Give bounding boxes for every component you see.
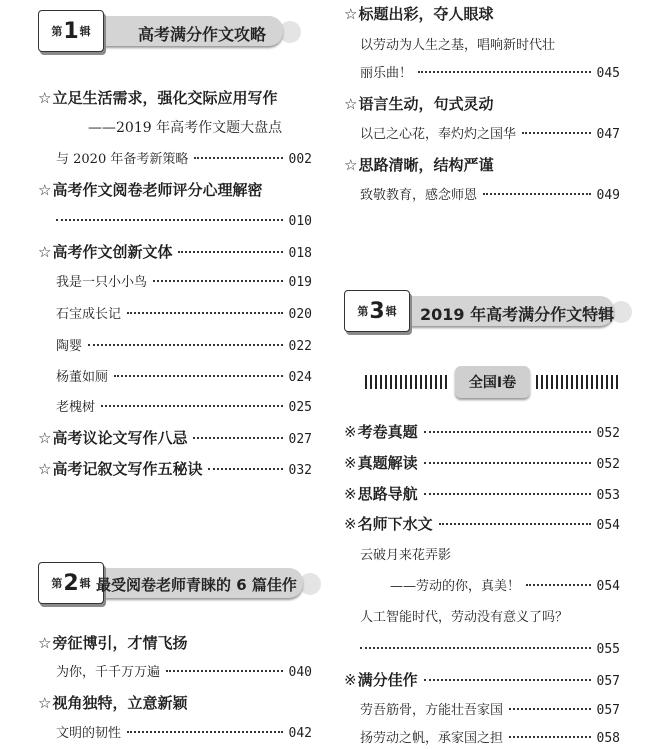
toc-entry-s6[interactable]: ☆ 旁征博引，才情飞扬: [38, 634, 188, 652]
toc-entry-list-1[interactable]: ※ 考卷真题 052: [344, 423, 620, 441]
toc-item-s8-line1: 以劳动为人生之基，唱响新时代壮: [360, 38, 556, 53]
toc-item-s12-1[interactable]: 劳吾筋骨，方能壮吾家国 057: [360, 703, 620, 718]
toc-entry-s1-sub2[interactable]: 与 2020 年备考新策略 002: [56, 152, 312, 167]
toc-entry-s1[interactable]: ☆ 立足生活需求，强化交际应用写作: [38, 89, 278, 107]
section-badge-1: 第 1 辑: [38, 10, 104, 52]
toc-entry-s8[interactable]: ☆ 标题出彩，夺人眼球: [344, 5, 494, 23]
toc-item-s7-1[interactable]: 文明的韧性 042: [56, 726, 312, 741]
section-title-3: 2019 年高考满分作文特辑: [420, 305, 615, 324]
toc-entry-s5[interactable]: ☆ 高考记叙文写作五秘诀 032: [38, 460, 312, 478]
toc-entry-list-2[interactable]: ※ 真题解读 052: [344, 454, 620, 472]
toc-item-s8-line2[interactable]: 丽乐曲！ 045: [360, 66, 620, 81]
toc-entry-s1-sub1: ——2019 年高考作文题大盘点: [88, 120, 283, 136]
section-banner-2: [38, 562, 318, 602]
decorative-stripes-right: [536, 375, 620, 389]
toc-item-s10-1[interactable]: 致敬教育，感念师恩 049: [360, 188, 620, 203]
toc-entry-s2[interactable]: ☆ 高考作文阅卷老师评分心理解密: [38, 181, 263, 199]
toc-item-s3-3[interactable]: 陶婴 022: [56, 339, 312, 354]
section-badge-3: 第 3 辑: [344, 290, 410, 332]
toc-entry-s2-page[interactable]: 010: [56, 212, 312, 232]
toc-item-s3-5[interactable]: 老槐树 025: [56, 400, 312, 415]
subsection-label: 全国Ⅰ卷: [455, 366, 530, 398]
toc-item-s9-1[interactable]: 以己之心花，奉灼灼之国华 047: [360, 127, 620, 142]
toc-item-s11-2-page[interactable]: 055: [360, 640, 620, 660]
toc-entry-list-4[interactable]: ※ 名师下水文 054: [344, 515, 620, 533]
toc-item-s12-2[interactable]: 扬劳动之帆，承家国之担 058: [360, 731, 620, 746]
toc-entry-s7[interactable]: ☆ 视角独特，立意新颖: [38, 694, 188, 712]
section-title-1: 高考满分作文攻略: [138, 25, 267, 44]
section-badge-2: 第 2 辑: [38, 562, 104, 604]
section-banner-1: [38, 10, 298, 50]
toc-item-s6-1[interactable]: 为你，千千万万遍 040: [56, 665, 312, 680]
toc-item-s3-1[interactable]: 我是一只小小鸟 019: [56, 275, 312, 290]
toc-item-s11-1: 云破月来花弄影: [360, 548, 452, 563]
toc-item-s11-1-sub[interactable]: ——劳动的你，真美！ 054: [390, 579, 620, 594]
toc-entry-list-3[interactable]: ※ 思路导航 053: [344, 485, 620, 503]
toc-item-s3-2[interactable]: 石宝成长记 020: [56, 307, 312, 322]
toc-entry-s3[interactable]: ☆ 高考作文创新文体 018: [38, 243, 312, 261]
subsection-plaque: [365, 365, 620, 399]
toc-entry-s10[interactable]: ☆ 思路清晰，结构严谨: [344, 156, 494, 174]
section-title-2: 最受阅卷老师青睐的 6 篇佳作: [96, 576, 297, 594]
toc-entry-s9[interactable]: ☆ 语言生动，句式灵动: [344, 95, 494, 113]
toc-item-s3-4[interactable]: 杨董如厕 024: [56, 370, 312, 385]
section-banner-3: [344, 290, 634, 330]
toc-item-s11-2: 人工智能时代，劳动没有意义了吗？: [360, 610, 569, 625]
toc-entry-s12[interactable]: ※ 满分佳作 057: [344, 671, 620, 689]
toc-entry-s4[interactable]: ☆ 高考议论文写作八忌 027: [38, 429, 312, 447]
decorative-stripes-left: [365, 375, 449, 389]
